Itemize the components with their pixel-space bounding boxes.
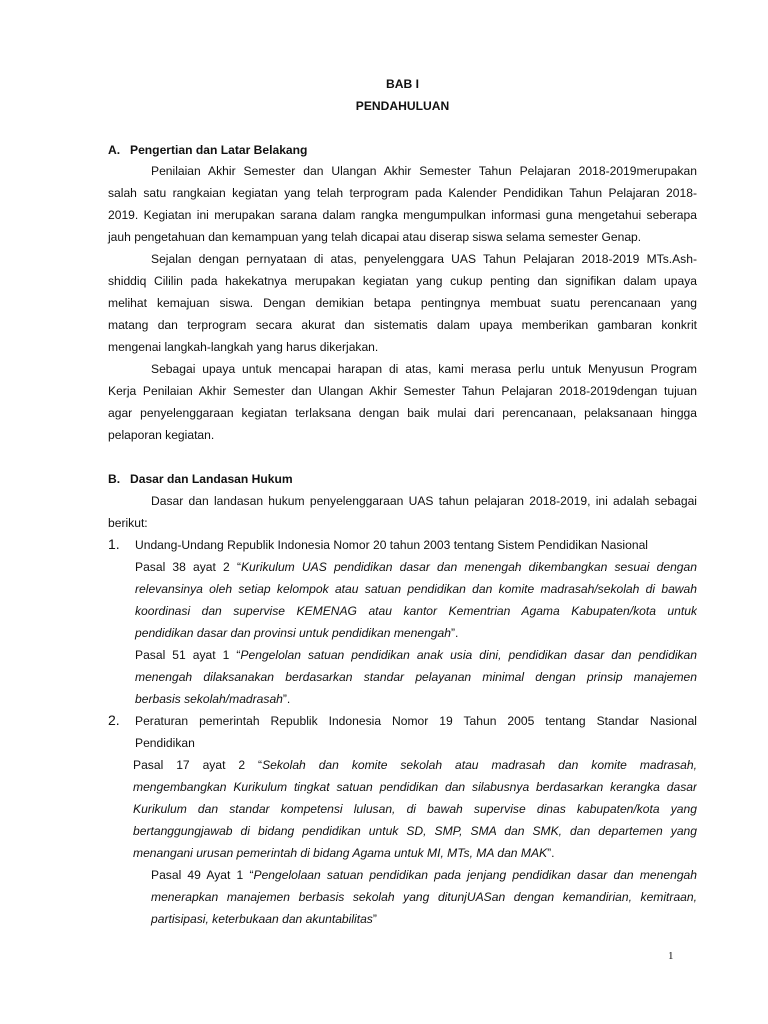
pasal-49-line (151, 868, 697, 882)
pasal-17-label: Pasal 17 ayat 2 “ (133, 758, 263, 772)
pasal-51-text: berbasis sekolah/madrasah (135, 692, 283, 706)
pasal-51-line (135, 648, 697, 662)
pasal-49-end: ” (372, 912, 377, 926)
pasal-17-line (133, 758, 697, 772)
pasal-38-text: Kurikulum UAS pendidikan dasar dan menengah dikembangkan sesuai dengan (240, 560, 697, 574)
section-a-line: shiddiq Cililin pada hakekatnya merupakan kegiatan yang cukup penting dan signifikan dalam upaya (108, 274, 697, 288)
pasal-49-label: Pasal 49 Ayat 1 “ (151, 868, 254, 882)
section-b-marker: B. (108, 472, 121, 486)
pasal-38-end: ”. (451, 626, 459, 640)
pasal-51-label: Pasal 51 ayat 1 “ (135, 648, 241, 662)
section-a-line: Kerja Penilaian Akhir Semester dan Ulangan Akhir Semester Tahun Pelajaran 2018-2019dengan tujuan (108, 384, 697, 398)
section-b-intro-line: Dasar dan landasan hukum penyelenggaraan UAS tahun pelajaran 2018-2019, ini adalah sebagai (151, 494, 697, 508)
list-item-title: Undang-Undang Republik Indonesia Nomor 20 tahun 2003 tentang Sistem Pendidikan Nasional (135, 538, 648, 552)
section-a-line: melihat kemajuan siswa. Dengan demikian betapa pentingnya membuat suatu perencanaan yang (108, 296, 697, 310)
pasal-38-line: relevansinya oleh setiap kelompok atau satuan pendidikan dan komite madrasah/sekolah di bawah (135, 582, 697, 596)
pasal-51-text: Pengelolan satuan pendidikan anak usia dini, pendidikan dasar dan pendidikan (240, 648, 697, 662)
pasal-38-line: koordinasi dan supervise KEMENAG atau kantor Kementrian Agama Kabupaten/kota untuk (135, 604, 697, 618)
section-b-intro-line: berikut: (108, 516, 148, 530)
pasal-51-line: menengah dilaksanakan berdasarkan standar pelayanan minimal dengan prinsip manajemen (135, 670, 697, 684)
pasal-38-text: pendidikan dasar dan provinsi untuk pendidikan menengah (135, 626, 452, 640)
pasal-51-end: ”. (282, 692, 291, 706)
pasal-38-line (135, 560, 697, 574)
section-a-line: salah satu rangkaian kegiatan yang telah terprogram pada Kalender Pendidikan Tahun Pelajaran 2018- (108, 186, 697, 200)
section-a-heading: Pengertian dan Latar Belakang (130, 143, 308, 157)
pasal-17-line: bertanggungjawab di bidang pendidikan untuk SD, SMP, SMA dan SMK, dan departemen yang (133, 824, 697, 838)
pasal-49-text: Pengelolaan satuan pendidikan pada jenjang pendidikan dasar dan menengah (253, 868, 697, 882)
section-a-line: mengenai langkah-langkah yang harus dikerjakan. (108, 340, 379, 354)
section-a-line: Sejalan dengan pernyataan di atas, penyelenggara UAS Tahun Pelajaran 2018-2019 MTs.Ash- (151, 252, 697, 266)
pasal-17-text: Sekolah dan komite sekolah atau madrasah dan komite madrasah, (262, 758, 697, 772)
pasal-17-line: mengembangkan Kurikulum tingkat satuan pendidikan dan silabusnya berdasarkan kerangka dasar (133, 780, 697, 794)
list-number: 1. (108, 536, 120, 552)
chapter-title: PENDAHULUAN (355, 99, 450, 113)
section-a-line: agar penyelenggaraan kegiatan terlaksana dengan baik mulai dari perencanaan, pelaksanaan hingga (108, 406, 697, 420)
pasal-49-line: menerapkan manajemen berbasis sekolah yang ditunjUASan dengan kemandirian, kemitraan, (151, 890, 697, 904)
list-item-title: Pendidikan (135, 736, 195, 750)
section-a-marker: A. (108, 143, 121, 157)
pasal-38-line (135, 626, 458, 640)
page-number: 1 (668, 950, 674, 962)
section-b-heading: Dasar dan Landasan Hukum (130, 472, 293, 486)
pasal-17-line: Kurikulum dan standar kompetensi lulusan, di bawah supervise dinas kabupaten/kota yang (133, 802, 697, 816)
list-number: 2. (108, 712, 120, 728)
pasal-17-line (133, 846, 555, 860)
pasal-51-line (135, 692, 290, 706)
list-item-title: Peraturan pemerintah Republik Indonesia Nomor 19 Tahun 2005 tentang Standar Nasional (135, 714, 697, 728)
section-a-line: Penilaian Akhir Semester dan Ulangan Akhir Semester Tahun Pelajaran 2018-2019merupakan (151, 164, 697, 178)
section-a-line: matang dan terprogram secara akurat dan sistematis dalam upaya memberikan gambaran konkrit (108, 318, 697, 332)
section-a-line: jauh pengetahuan dan kemampuan yang telah dicapai atau diserap siswa selama semester Genap. (108, 230, 642, 244)
pasal-38-label: Pasal 38 ayat 2 “ (135, 560, 241, 574)
section-a-line: Sebagai upaya untuk mencapai harapan di atas, kami merasa perlu untuk Menyusun Program (151, 362, 697, 376)
section-a-line: 2019. Kegiatan ini merupakan sarana dalam rangka mengumpulkan informasi guna mengetahui seberapa (108, 208, 697, 222)
section-a-line: pelaporan kegiatan. (108, 428, 215, 442)
chapter-number: BAB I (386, 77, 419, 91)
pasal-49-text: partisipasi, keterbukaan dan akuntabilitas (151, 912, 373, 926)
pasal-17-text: menangani urusan pemerintah di bidang Agama untuk MI, MTs, MA dan MAK (133, 846, 548, 860)
pasal-49-line (151, 912, 377, 926)
pasal-17-end: ”. (547, 846, 555, 860)
